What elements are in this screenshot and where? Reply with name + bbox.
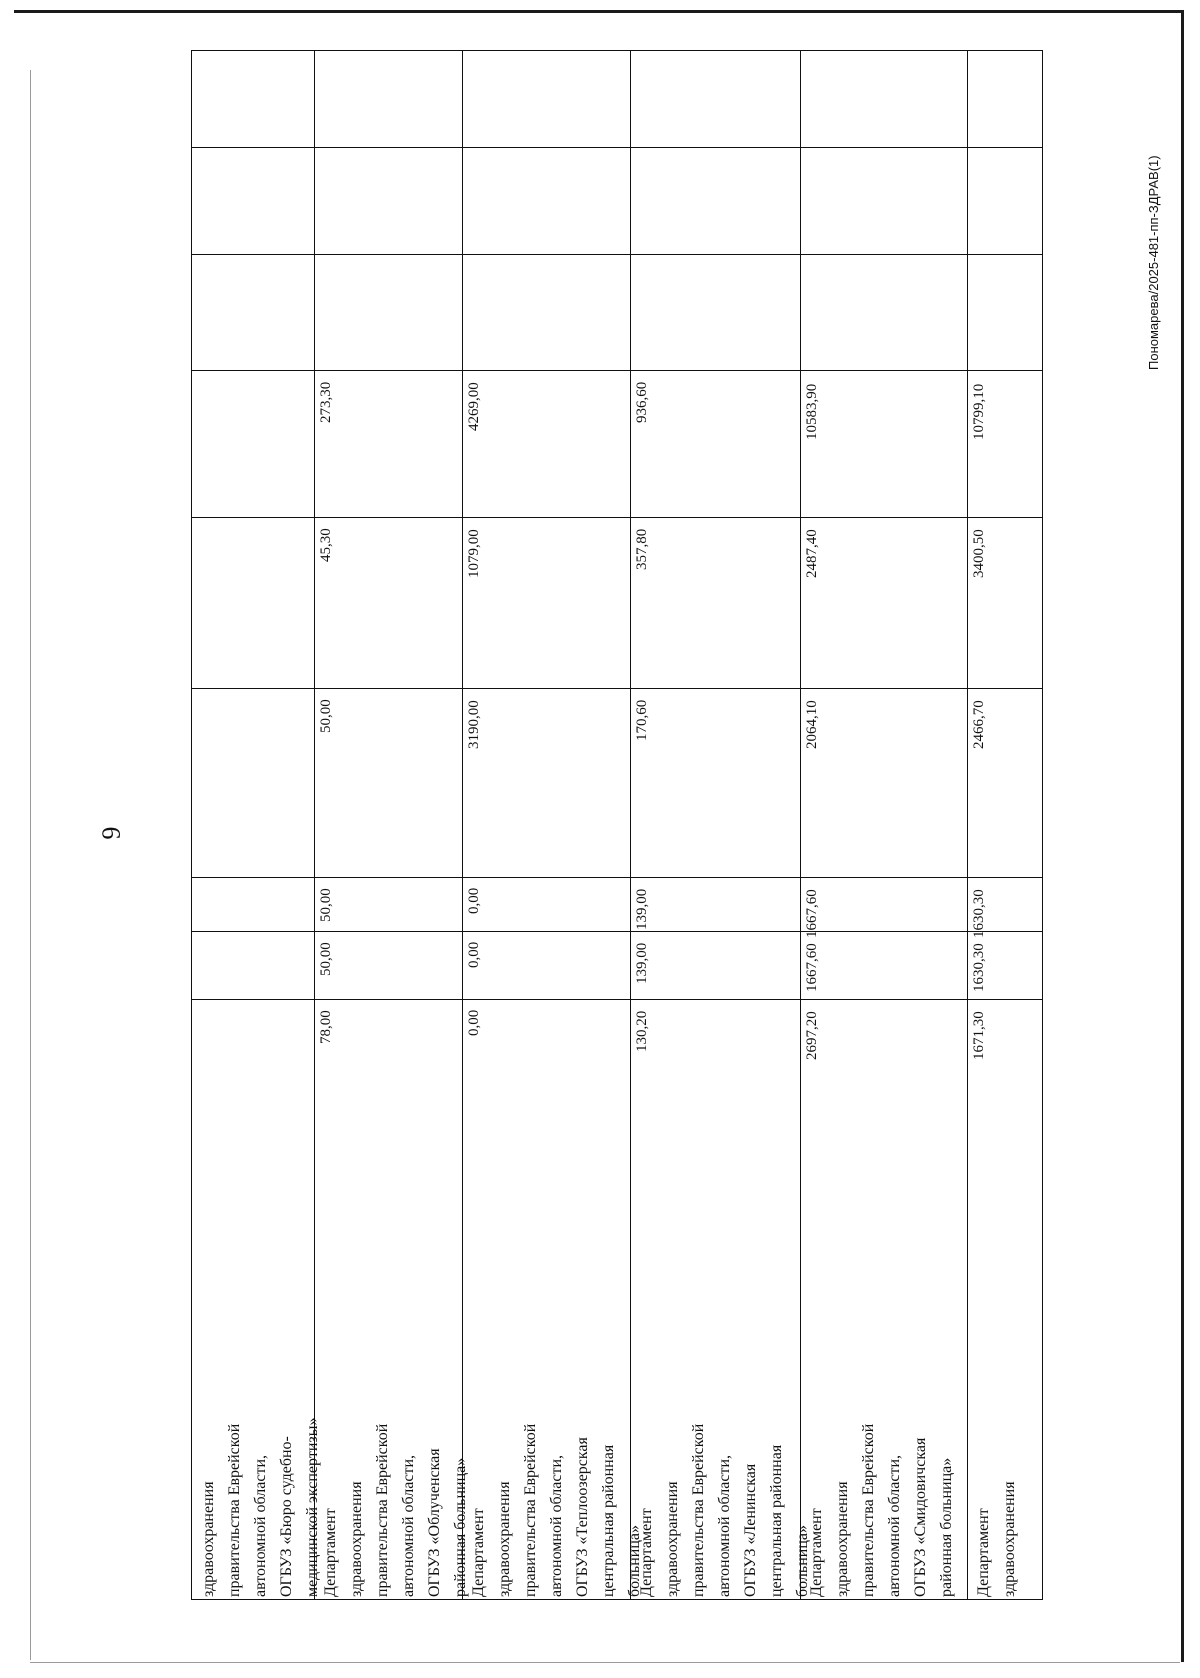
organization-line: районная больница» <box>452 1457 469 1597</box>
table-cell-value: 10799,10 <box>971 383 987 440</box>
organization-line: правительства Еврейской <box>690 1423 707 1597</box>
table-cell-value: 357,80 <box>634 528 650 571</box>
table-cell-value: 2487,40 <box>804 529 820 579</box>
table-cell-value: 10583,90 <box>804 383 820 440</box>
table-cell-value: 0,00 <box>466 1009 482 1036</box>
column-divider <box>192 877 1042 878</box>
organization-line: правительства Еврейской <box>374 1423 391 1597</box>
table-cell-value: 78,00 <box>318 1010 334 1044</box>
organization-line: правительства Еврейской <box>860 1423 877 1597</box>
column-divider <box>192 931 1042 932</box>
organization-line: автономной области, <box>886 1454 903 1597</box>
table-cell-value: 3400,50 <box>971 529 987 579</box>
row-divider <box>314 51 315 1599</box>
organization-line: ОГБУЗ «Облученская <box>426 1448 443 1597</box>
organization-line: правительства Еврейской <box>522 1423 539 1597</box>
table-cell-value: 3190,00 <box>466 700 482 750</box>
table-cell-value: 50,00 <box>318 699 334 733</box>
organization-line: больница» <box>626 1525 643 1597</box>
table-cell-value: 1079,00 <box>466 529 482 579</box>
organization-line: ОГБУЗ «Бюро судебно- <box>278 1436 295 1597</box>
organization-line: Департамент <box>975 1508 992 1597</box>
organization-line: автономной области, <box>400 1454 417 1597</box>
table-cell-value: 130,20 <box>634 1010 650 1053</box>
organization-line: автономной области, <box>252 1454 269 1597</box>
organization-line: здравоохранения <box>834 1481 851 1597</box>
table-cell-value: 50,00 <box>318 888 334 922</box>
column-divider <box>192 999 1042 1000</box>
table-cell-value: 1671,30 <box>971 1011 987 1061</box>
budget-table <box>191 50 1043 1600</box>
organization-line: здравоохранения <box>1001 1481 1018 1597</box>
table-cell-value: 0,00 <box>466 887 482 914</box>
organization-line: правительства Еврейской <box>226 1423 243 1597</box>
table-cell-value: 139,00 <box>634 942 650 985</box>
organization-line: больница» <box>794 1525 811 1597</box>
table-cell-value: 4269,00 <box>466 382 482 432</box>
table-cell-organization <box>196 1418 326 1597</box>
organization-line: здравоохранения <box>496 1481 513 1597</box>
table-cell-value: 45,30 <box>318 528 334 562</box>
scan-edge-line <box>30 1662 1180 1663</box>
column-divider <box>192 254 1042 255</box>
row-divider <box>967 51 968 1599</box>
organization-line: ОГБУЗ «Теплоозерская <box>574 1437 591 1597</box>
table-cell-value: 0,00 <box>466 941 482 968</box>
table-cell-value: 2064,10 <box>804 700 820 750</box>
column-divider <box>192 147 1042 148</box>
table-cell-value: 1630,30 <box>971 889 987 939</box>
table-cell-organization <box>318 1424 474 1597</box>
table-cell-value: 936,60 <box>634 381 650 424</box>
table-cell-organization <box>804 1424 960 1597</box>
organization-line: Департамент <box>638 1508 655 1597</box>
footer-document-code: Пономарева/2025-481-пп-ЗДРАВ(1) <box>1146 155 1161 370</box>
column-divider <box>192 517 1042 518</box>
organization-line: центральная районная <box>600 1444 617 1597</box>
organization-line: Департамент <box>470 1508 487 1597</box>
table-cell-value: 139,00 <box>634 888 650 931</box>
table-cell-organization <box>971 1481 1023 1597</box>
table-cell-value: 273,30 <box>318 381 334 424</box>
organization-line: автономной области, <box>548 1454 565 1597</box>
table-cell-organization <box>634 1424 816 1597</box>
organization-line: здравоохранения <box>200 1481 217 1597</box>
organization-line: медицинской экспертизы» <box>304 1417 321 1597</box>
table-cell-value: 1630,30 <box>971 943 987 993</box>
organization-line: районная больница» <box>938 1457 955 1597</box>
table-cell-value: 2466,70 <box>971 700 987 750</box>
table-cell-value: 50,00 <box>318 942 334 976</box>
table-cell-value: 1667,60 <box>804 889 820 939</box>
organization-line: центральная районная <box>768 1444 785 1597</box>
column-divider <box>192 370 1042 371</box>
row-divider <box>630 51 631 1599</box>
organization-line: Департамент <box>322 1508 339 1597</box>
column-divider <box>192 688 1042 689</box>
organization-line: здравоохранения <box>664 1481 681 1597</box>
page-number: 6 <box>96 826 126 840</box>
table-cell-value: 2697,20 <box>804 1011 820 1061</box>
organization-line: Департамент <box>808 1508 825 1597</box>
organization-line: ОГБУЗ «Ленинская <box>742 1463 759 1597</box>
table-cell-value: 1667,60 <box>804 943 820 993</box>
table-cell-organization <box>466 1424 648 1597</box>
organization-line: автономной области, <box>716 1454 733 1597</box>
scan-edge-line <box>30 70 31 1660</box>
row-divider <box>800 51 801 1599</box>
table-cell-value: 170,60 <box>634 699 650 742</box>
row-divider <box>462 51 463 1599</box>
organization-line: ОГБУЗ «Смидовичская <box>912 1437 929 1597</box>
organization-line: здравоохранения <box>348 1481 365 1597</box>
